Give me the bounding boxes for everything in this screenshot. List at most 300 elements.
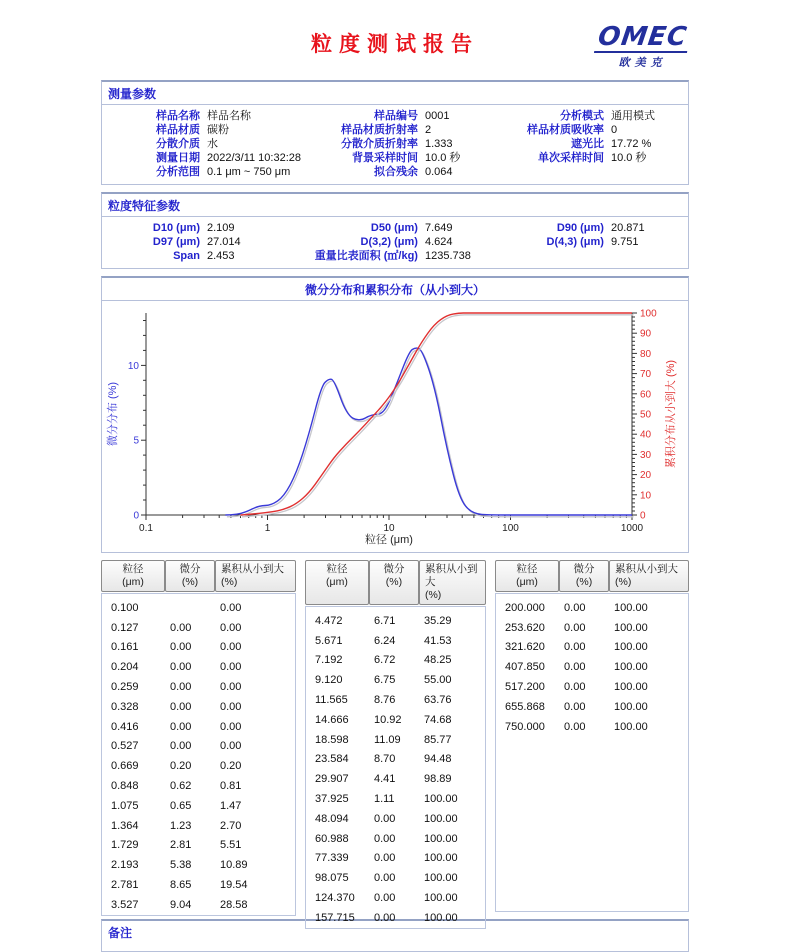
param-cell — [108, 151, 302, 165]
table-cell: 0.00 — [170, 661, 192, 674]
table-row — [496, 697, 688, 717]
chart-title: 微分分布和累积分布（从小到大） — [102, 278, 688, 301]
param-value: 7.649 — [424, 222, 453, 234]
table-cell: 0.00 — [373, 832, 396, 845]
header-line1: 累积从小到大 — [221, 563, 284, 575]
table-row — [102, 717, 295, 737]
table-row — [102, 776, 295, 796]
param-row — [108, 123, 682, 137]
param-cell — [494, 235, 682, 249]
table-cell: 8.76 — [373, 694, 396, 707]
table-cell: 9.04 — [170, 898, 192, 911]
table-cell: 2.70 — [220, 819, 242, 832]
table-header-cell — [305, 560, 369, 605]
param-value: 2.109 — [207, 222, 235, 234]
table-cell: 1.075 — [111, 799, 139, 812]
table-cell: 0.00 — [220, 681, 242, 694]
table-header-cell — [215, 560, 296, 592]
param-value: 2 — [424, 124, 432, 136]
param-value: 水 — [207, 138, 218, 150]
table-cell: 0.81 — [220, 780, 242, 793]
table-cell: 0.00 — [170, 720, 192, 733]
param-value: 通用模式 — [610, 110, 655, 122]
table-cell: 0.65 — [170, 799, 192, 812]
table-cell: 0.669 — [111, 760, 139, 773]
param-value: 碳粉 — [207, 124, 229, 136]
param-cell — [108, 221, 302, 235]
table-header-cell — [559, 560, 609, 592]
param-cell — [494, 109, 682, 123]
param-label: 样品材质吸收率 — [526, 124, 604, 136]
table-cell: 37.925 — [314, 793, 349, 806]
table-row — [306, 750, 485, 770]
characteristic-params-title: 粒度特征参数 — [102, 194, 688, 217]
table-cell: 1.11 — [373, 793, 395, 806]
y-right-label: 40 — [640, 429, 652, 441]
table-cell: 6.75 — [373, 674, 396, 687]
param-cell — [494, 137, 682, 151]
table-cell: 0.00 — [373, 911, 396, 924]
table-row — [306, 730, 485, 750]
header-line1: 粒径 — [122, 563, 144, 575]
y-right-label: 50 — [640, 409, 652, 421]
table-row — [102, 796, 295, 816]
table-body — [305, 606, 486, 929]
table-header-cell — [419, 560, 486, 605]
x-tick-label: 100 — [502, 523, 519, 534]
logo-wordmark: OMEC — [594, 24, 691, 53]
param-label: 分散介质 — [156, 138, 200, 150]
table-cell: 0.00 — [220, 601, 242, 614]
remarks-title: 备注 — [108, 926, 133, 940]
table-cell: 0.00 — [564, 641, 586, 654]
table-header-cell — [101, 560, 165, 592]
y-right-axis-title: 累积分布从小到大 (%) — [665, 359, 677, 469]
table-header-cell — [495, 560, 559, 592]
table-cell: 60.988 — [314, 832, 349, 845]
y-right-label: 70 — [640, 369, 652, 381]
table-row — [102, 816, 295, 836]
table-cell: 2.193 — [111, 859, 139, 872]
param-label: 重量比表面积 (㎡/kg) — [314, 250, 418, 262]
table-cell: 0.00 — [564, 601, 586, 614]
table-cell: 6.71 — [373, 614, 396, 627]
table-cell: 655.868 — [505, 700, 545, 713]
table-cell: 23.584 — [314, 753, 349, 766]
param-cell — [494, 151, 682, 165]
table-cell: 35.29 — [423, 614, 452, 627]
table-cell: 4.472 — [314, 614, 343, 627]
param-cell — [302, 123, 494, 137]
y-right-label: 30 — [640, 449, 652, 461]
table-cell: 253.620 — [505, 621, 545, 634]
param-label: D10 (μm) — [152, 222, 200, 234]
distribution-chart — [104, 303, 684, 547]
header-line2: (μm) — [516, 576, 538, 588]
param-label: Span — [173, 250, 200, 262]
table-cell: 14.666 — [314, 713, 349, 726]
table-cell: 98.89 — [423, 773, 452, 786]
table-cell: 74.68 — [423, 713, 452, 726]
param-value: 10.0 秒 — [610, 152, 647, 164]
y-right-label: 90 — [640, 328, 652, 340]
table-cell: 100.00 — [614, 681, 648, 694]
param-row — [108, 249, 682, 263]
measurement-params-section — [101, 80, 689, 185]
distribution-tables — [101, 560, 689, 924]
table-cell: 0.328 — [111, 700, 139, 713]
table-cell: 124.370 — [314, 892, 355, 905]
table-cell: 1.729 — [111, 839, 139, 852]
table-row — [306, 611, 485, 631]
param-cell — [302, 249, 494, 263]
table-cell: 100.00 — [614, 621, 648, 634]
x-tick-label: 10 — [383, 523, 395, 534]
table-row — [306, 849, 485, 869]
table-cell: 0.20 — [170, 760, 192, 773]
param-cell — [302, 137, 494, 151]
table-cell: 157.715 — [314, 911, 355, 924]
header-line2: (μm) — [326, 576, 348, 588]
table-row — [306, 631, 485, 651]
table-cell: 0.00 — [220, 621, 242, 634]
param-cell — [494, 123, 682, 137]
table-cell: 1.47 — [220, 799, 242, 812]
table-row — [102, 598, 295, 618]
header-line1: 累积从小到大 — [615, 563, 679, 575]
table-cell: 0.259 — [111, 681, 139, 694]
param-value: 2022/3/11 10:32:28 — [207, 152, 301, 164]
table-row — [306, 829, 485, 849]
table-cell: 19.54 — [220, 879, 248, 892]
param-row — [108, 151, 682, 165]
header-line1: 微分 — [573, 563, 595, 575]
table-cell: 0.204 — [111, 661, 139, 674]
header-line2: (μm) — [122, 576, 144, 588]
header-line2: (%) — [221, 576, 238, 588]
x-axis-title: 粒径 (μm) — [365, 534, 413, 546]
param-label: 单次采样时间 — [537, 152, 604, 164]
header-line1: 粒径 — [326, 563, 348, 575]
table-row — [102, 756, 295, 776]
distribution-table-3 — [495, 560, 689, 912]
param-row — [108, 137, 682, 151]
param-cell — [108, 165, 302, 179]
table-row — [102, 836, 295, 856]
param-cell — [302, 165, 494, 179]
table-row — [306, 868, 485, 888]
table-cell: 100.00 — [614, 720, 648, 733]
table-cell: 0.00 — [170, 740, 192, 753]
table-cell: 94.48 — [423, 753, 452, 766]
table-row — [102, 855, 295, 875]
y-left-label: 10 — [127, 360, 139, 372]
table-cell: 98.075 — [314, 872, 349, 885]
y-right-label: 60 — [640, 389, 652, 401]
table-cell: 321.620 — [505, 641, 545, 654]
table-cell: 0.00 — [170, 621, 192, 634]
table-cell: 100.00 — [423, 812, 458, 825]
param-value: 样品名称 — [207, 110, 251, 122]
table-cell: 100.00 — [423, 892, 458, 905]
y-right-label: 100 — [640, 308, 657, 320]
table-cell: 48.094 — [314, 812, 349, 825]
param-row — [108, 165, 682, 179]
table-cell: 0.62 — [170, 780, 192, 793]
characteristic-params-grid — [102, 217, 688, 268]
table-cell: 200.000 — [505, 601, 545, 614]
累积分布从小到大-shadow — [242, 315, 634, 517]
table-cell: 100.00 — [614, 601, 648, 614]
table-row — [496, 657, 688, 677]
table-header-row — [101, 560, 296, 592]
param-label: 样品材质 — [156, 124, 200, 136]
table-row — [102, 638, 295, 658]
table-cell: 0.00 — [220, 720, 242, 733]
param-value: 27.014 — [207, 236, 241, 248]
header-line2: (%) — [385, 576, 403, 588]
table-row — [496, 638, 688, 658]
table-row — [102, 677, 295, 697]
table-cell: 0.00 — [564, 700, 586, 713]
param-value: 10.0 秒 — [424, 152, 461, 164]
table-cell: 7.192 — [314, 654, 343, 667]
table-cell: 0.20 — [220, 760, 242, 773]
table-row — [496, 717, 688, 737]
distribution-table-1 — [101, 560, 296, 912]
table-cell: 0.100 — [111, 601, 139, 614]
header-line2: (%) — [615, 576, 632, 588]
header-line2: (%) — [424, 589, 442, 601]
table-cell: 0.00 — [220, 641, 242, 654]
table-cell: 0.00 — [170, 641, 192, 654]
table-body — [495, 593, 689, 912]
table-header-row — [305, 560, 486, 605]
param-cell — [108, 109, 302, 123]
table-row — [496, 618, 688, 638]
param-label: 遮光比 — [570, 138, 604, 150]
report-header — [101, 22, 690, 80]
table-cell: 407.850 — [505, 661, 545, 674]
table-cell: 2.781 — [111, 879, 139, 892]
table-cell: 100.00 — [614, 700, 648, 713]
y-left-axis-title: 微分分布 (%) — [107, 381, 119, 447]
table-cell: 10.89 — [220, 859, 248, 872]
table-cell: 1.364 — [111, 819, 139, 832]
table-cell: 8.65 — [170, 879, 192, 892]
table-cell: 63.76 — [423, 694, 452, 707]
header-line1: 微分 — [383, 563, 405, 575]
table-row — [496, 677, 688, 697]
param-label: 背景采样时间 — [351, 152, 418, 164]
page-title: 粒度测试报告 — [311, 33, 479, 56]
table-cell: 100.00 — [423, 793, 458, 806]
table-cell: 5.51 — [220, 839, 242, 852]
table-cell: 0.00 — [220, 700, 242, 713]
param-cell — [108, 235, 302, 249]
param-value: 17.72 % — [610, 138, 652, 150]
param-value: 20.871 — [610, 222, 645, 234]
param-label: D97 (μm) — [152, 236, 200, 248]
y-left-label: 0 — [133, 510, 139, 522]
distribution-table-2 — [305, 560, 486, 924]
x-tick-label: 0.1 — [139, 523, 153, 534]
table-row — [102, 697, 295, 717]
param-label: 样品名称 — [156, 110, 200, 122]
table-cell: 0.00 — [220, 661, 242, 674]
table-cell: 100.00 — [423, 852, 458, 865]
table-cell: 5.671 — [314, 634, 343, 647]
table-cell: 0.00 — [564, 661, 586, 674]
table-cell: 11.09 — [373, 733, 401, 746]
table-cell: 100.00 — [423, 832, 458, 845]
table-cell: 0.00 — [373, 872, 396, 885]
param-value: 1.333 — [424, 138, 453, 150]
param-row — [108, 109, 682, 123]
y-right-label: 80 — [640, 348, 652, 360]
table-cell: 1.23 — [170, 819, 192, 832]
table-row — [102, 737, 295, 757]
table-cell: 6.24 — [373, 634, 396, 647]
param-value: 9.751 — [610, 236, 639, 248]
table-cell: 18.598 — [314, 733, 349, 746]
table-cell: 55.00 — [423, 674, 452, 687]
table-cell: 0.416 — [111, 720, 139, 733]
table-cell: 4.41 — [373, 773, 396, 786]
table-row — [102, 618, 295, 638]
param-value: 1235.738 — [424, 250, 471, 262]
table-cell: 100.00 — [423, 911, 458, 924]
table-row — [306, 690, 485, 710]
param-cell — [108, 249, 302, 263]
x-tick-label: 1 — [264, 523, 271, 534]
distribution-chart-section — [101, 276, 689, 553]
table-cell: 0.848 — [111, 780, 139, 793]
param-value: 0001 — [424, 110, 450, 122]
param-label: D(4,3) (μm) — [546, 236, 604, 248]
table-cell: 85.77 — [423, 733, 452, 746]
table-cell: 0.127 — [111, 621, 139, 634]
table-cell: 6.72 — [373, 654, 396, 667]
table-cell: 48.25 — [423, 654, 452, 667]
param-cell — [302, 221, 494, 235]
param-label: 分散介质折射率 — [340, 138, 418, 150]
table-cell: 28.58 — [220, 898, 248, 911]
table-row — [306, 670, 485, 690]
table-header-cell — [369, 560, 419, 605]
param-cell — [494, 221, 682, 235]
table-cell: 100.00 — [614, 661, 648, 674]
table-cell: 3.527 — [111, 898, 139, 911]
table-cell: 0.00 — [564, 720, 586, 733]
table-row — [102, 657, 295, 677]
param-label: 拟合残余 — [373, 166, 418, 178]
table-cell: 29.907 — [314, 773, 349, 786]
y-right-label: 20 — [640, 470, 652, 482]
param-cell — [108, 137, 302, 151]
param-value: 0.064 — [424, 166, 453, 178]
y-right-label: 0 — [640, 510, 646, 522]
table-cell: 0.00 — [170, 681, 192, 694]
y-left-label: 5 — [133, 435, 139, 447]
table-row — [306, 651, 485, 671]
table-header-cell — [609, 560, 689, 592]
omec-logo — [596, 24, 689, 70]
table-row — [306, 769, 485, 789]
param-value: 4.624 — [424, 236, 453, 248]
header-line1: 粒径 — [516, 563, 538, 575]
table-cell: 10.92 — [373, 713, 402, 726]
param-cell — [302, 109, 494, 123]
table-cell: 0.527 — [111, 740, 139, 753]
table-row — [306, 809, 485, 829]
x-tick-label: 1000 — [620, 523, 644, 534]
table-row — [306, 789, 485, 809]
table-header-cell — [165, 560, 215, 592]
table-cell: 0.00 — [373, 812, 396, 825]
param-cell — [302, 235, 494, 249]
measurement-params-grid — [102, 105, 688, 184]
table-cell: 100.00 — [423, 872, 458, 885]
param-label: 分析范围 — [156, 166, 200, 178]
table-cell: 517.200 — [505, 681, 545, 694]
table-cell: 0.161 — [111, 641, 139, 654]
header-line2: (%) — [181, 576, 199, 588]
logo-subtext: 欧美克 — [618, 57, 667, 69]
table-cell: 41.53 — [423, 634, 452, 647]
param-cell — [302, 151, 494, 165]
series-differential — [225, 348, 632, 515]
table-cell: 5.38 — [170, 859, 192, 872]
param-label: D50 (μm) — [370, 222, 418, 234]
param-cell — [494, 249, 682, 263]
param-value: 2.453 — [207, 250, 235, 262]
chart-area — [102, 301, 688, 552]
param-value: 0 — [610, 124, 618, 136]
characteristic-params-section — [101, 192, 689, 269]
table-cell: 0.00 — [373, 892, 396, 905]
table-cell: 2.81 — [170, 839, 192, 852]
param-label: D90 (μm) — [556, 222, 604, 234]
measurement-params-title: 测量参数 — [102, 82, 688, 105]
series-cumulative — [241, 313, 633, 515]
param-label: 样品编号 — [373, 110, 418, 122]
param-label: 测量日期 — [156, 152, 200, 164]
table-row — [306, 908, 485, 928]
table-cell: 0.00 — [373, 852, 396, 865]
param-label: D(3,2) (μm) — [360, 236, 418, 248]
table-cell: 0.00 — [564, 681, 586, 694]
table-cell: 11.565 — [314, 694, 348, 707]
table-row — [102, 875, 295, 895]
param-row — [108, 235, 682, 249]
table-cell: 0.00 — [170, 700, 192, 713]
param-cell — [494, 165, 682, 179]
param-label: 样品材质折射率 — [340, 124, 418, 136]
table-cell: 77.339 — [314, 852, 349, 865]
table-row — [306, 710, 485, 730]
table-header-row — [495, 560, 689, 592]
header-line1: 累积从小到大 — [424, 563, 478, 588]
param-label: 分析模式 — [559, 110, 604, 122]
header-line1: 微分 — [179, 563, 201, 575]
header-line2: (%) — [575, 576, 593, 588]
y-right-label: 10 — [640, 490, 652, 502]
table-row — [496, 598, 688, 618]
table-body — [101, 593, 296, 916]
table-cell: 9.120 — [314, 674, 343, 687]
table-row — [306, 888, 485, 908]
